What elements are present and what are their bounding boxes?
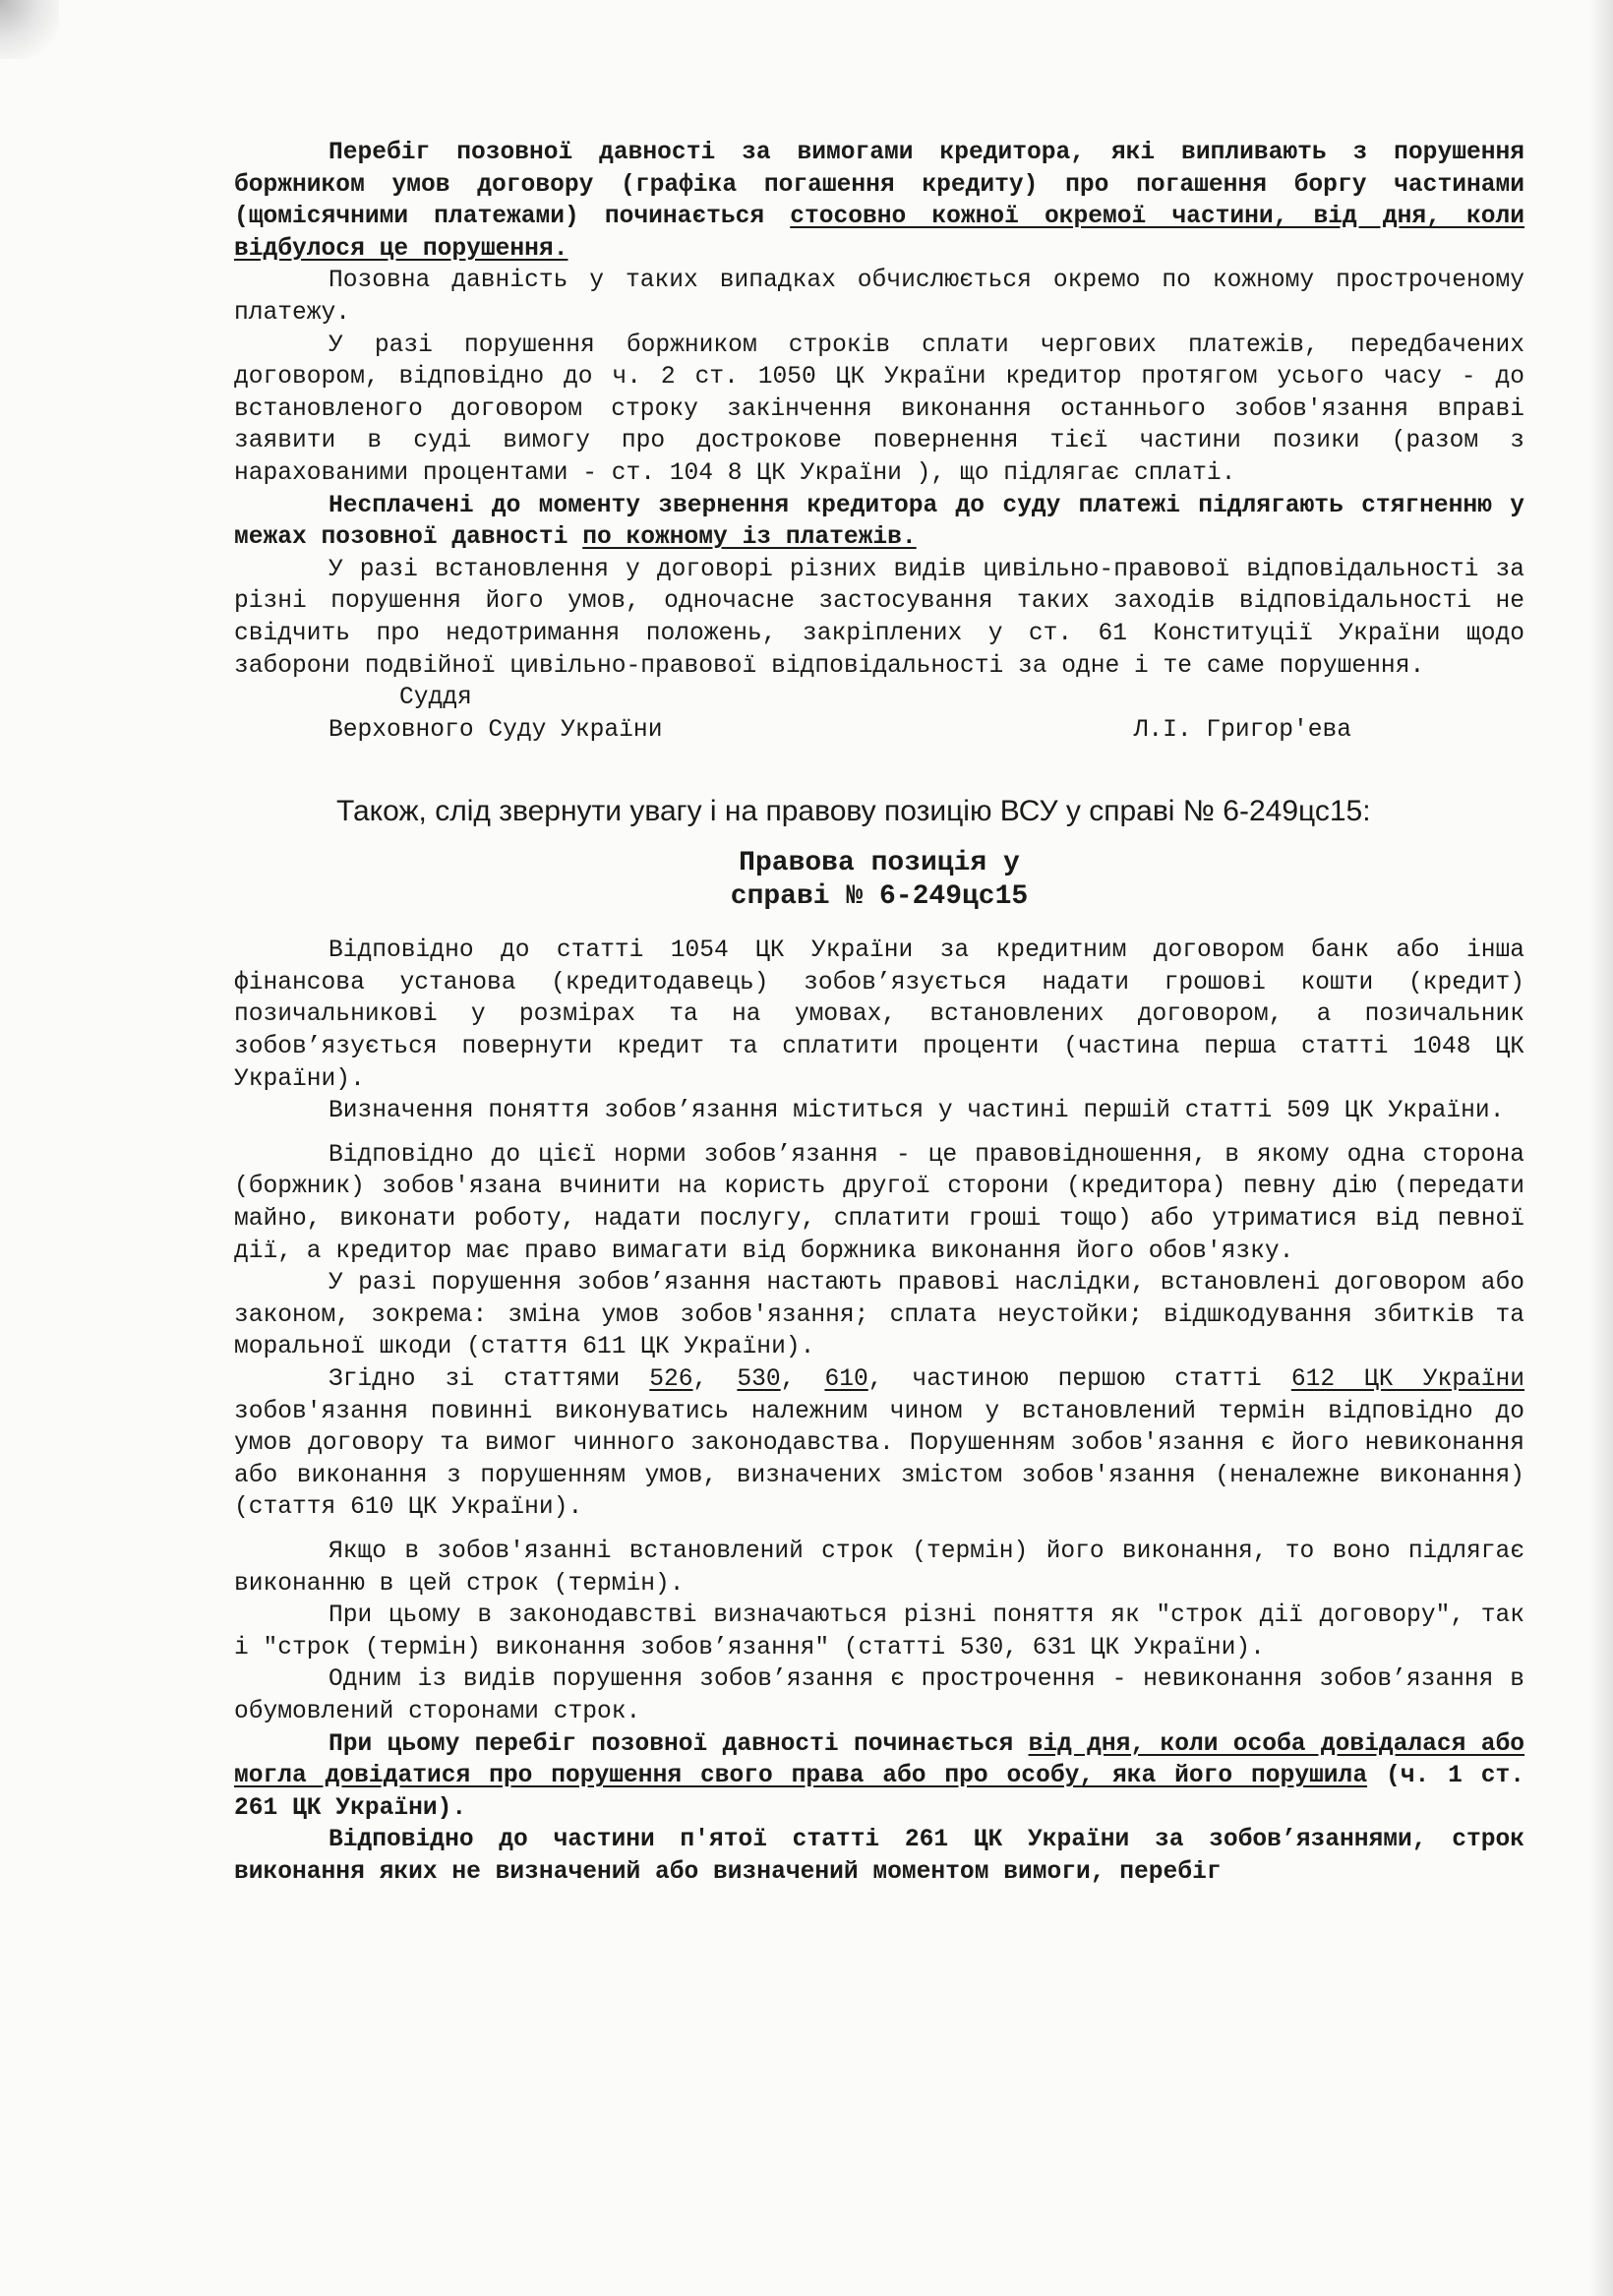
paragraph-obligation-definition: Визначення поняття зобов’язання міститься у частині першій статті 509 ЦК України.	[329, 1098, 1505, 1125]
paragraph-obligation-meaning: Відповідно до цієї норми зобов’язання - це правовідношення, в якому одна сторона (боржник) зобов'язана вчинити на користь другої сторони (кредитора) певну дію (передати майно, виконати роботу, надати послугу, сплатити гроші тощо) або утриматися від певної дії, а кредитор має право вимагати від боржника виконання його обов'язку.	[234, 1141, 1524, 1265]
text: Згідно зі статтями	[329, 1366, 650, 1393]
underlined-text: по кожному із платежів.	[582, 524, 917, 552]
paragraph-term-concepts: При цьому в законодавстві визначаються різні поняття як "строк дії договору", так і "строк (термін) виконання зобов’язання" (статті 530, 631 ЦК України).	[234, 1602, 1524, 1662]
scan-edge-shadow	[1589, 0, 1613, 2296]
paragraph-unpaid-payments	[234, 491, 1524, 555]
article-link[interactable]: 610	[824, 1366, 868, 1393]
heading-line: Правова позиція у	[739, 848, 1020, 879]
underlined-text: від дня, коли особа довідалася або могла довідатися про порушення свого права або про особу, яка його порушила	[234, 1730, 1525, 1790]
paragraph-limitation-knowledge	[234, 1729, 1524, 1826]
heading-line: справі № 6-249цс15	[730, 881, 1029, 913]
bold-text: (ч. 1 ст. 261 ЦК України).	[234, 1763, 1524, 1822]
also-note: Також, слід звернути увагу і на правову позицію ВСУ у справі № 6-249цс15:	[336, 795, 1371, 828]
section-heading	[234, 847, 1524, 914]
article-link[interactable]: 526	[649, 1366, 693, 1393]
text: ,	[780, 1366, 825, 1393]
paragraph-separate-payments: Позовна давність у таких випадках обчислюється окремо по кожному простроченому платежу.	[234, 268, 1524, 327]
article-link[interactable]: 612 ЦК України	[1290, 1366, 1525, 1393]
text: , частиною першою статті	[867, 1366, 1291, 1393]
scan-corner-shadow	[0, 0, 59, 59]
signature-title: Суддя	[399, 685, 472, 712]
paragraph-breach-consequences: У разі порушення зобов’язання настають правові наслідки, встановлені договором або законом, зокрема: зміна умов зобов'язання; сплата неустойки; відшкодування збитків та моральної шкоди (стаття 611 ЦК України).	[234, 1270, 1524, 1361]
bold-text: При цьому перебіг позовної давності починається	[329, 1730, 1029, 1758]
paragraph-liability: У разі встановлення у договорі різних видів цивільно-правової відповідальності за різні порушення його умов, одночасне застосування таких заходів відповідальності не свідчить про недотримання положень, закріплених у ст. 61 Конституції України щодо заборони подвійної цивільно-правової відповідальності за одне і те саме порушення.	[234, 556, 1524, 680]
bold-text: Перебіг позовної давності за вимогами кредитора, які випливають з порушення боржником умов договору (графіка погашення кредиту) про погашення боргу частинами (щомісячними платежами) починається	[234, 140, 1524, 231]
article-link[interactable]: 530	[737, 1366, 781, 1393]
text: зобов'язання повинні виконуватись належним чином у встановлений термін відповідно до умов договору та вимог чинного законодавства. Порушенням зобов'язання є його невиконання або виконання з порушенням умов, визначених змістом зобов'язання (неналежне виконання) (стаття 610 ЦК України).	[234, 1398, 1524, 1522]
paragraph-proper-performance	[234, 1364, 1524, 1525]
document-body	[234, 138, 1524, 1890]
bold-text: Несплачені до моменту звернення кредитора до суду платежі підлягають стягненню у межах позовної давності	[234, 492, 1524, 552]
signature-name: Л.І. Григор'ева	[1133, 716, 1351, 744]
paragraph-part-five: Відповідно до частини п'ятої статті 261 ЦК України за зобов’язаннями, строк виконання яких не визначений або визначений моментом вимоги, перебіг	[234, 1827, 1524, 1886]
signature-block	[234, 683, 1524, 747]
paragraph-credit-agreement: Відповідно до статті 1054 ЦК України за кредитним договором банк або інша фінансова установа (кредитодавець) зобов’язується надати грошові кошти (кредит) позичальникові у розмірах та на умовах, встановлених договором, а позичальник зобов’язується повернути кредит та сплатити проценти (частина перша статті 1048 ЦК України).	[234, 937, 1524, 1093]
paragraph-early-return: У разі порушення боржником строків сплати чергових платежів, передбачених договором, відповідно до ч. 2 ст. 1050 ЦК України кредитор протягом усього часу - до встановленого договором строку закінчення виконання останнього зобов'язання вправі заявити в суді вимогу про дострокове повернення тієї частини позики (разом з нарахованими процентами - ст. 104 8 ЦК України ), що підлягає сплаті.	[234, 332, 1524, 487]
signature-court: Верховного Суду України	[329, 716, 663, 744]
paragraph-delay: Одним із видів порушення зобов’язання є прострочення - невиконання зобов’язання в обумовлений сторонами строк.	[234, 1666, 1524, 1725]
paragraph-limitation-start	[234, 138, 1524, 266]
underlined-text: стосовно кожної окремої частини, від дня, коли відбулося це порушення.	[234, 204, 1525, 263]
text: ,	[692, 1366, 738, 1393]
paragraph-term: Якщо в зобов'язанні встановлений строк (термін) його виконання, то воно підлягає виконанню в цей строк (термін).	[234, 1538, 1524, 1598]
